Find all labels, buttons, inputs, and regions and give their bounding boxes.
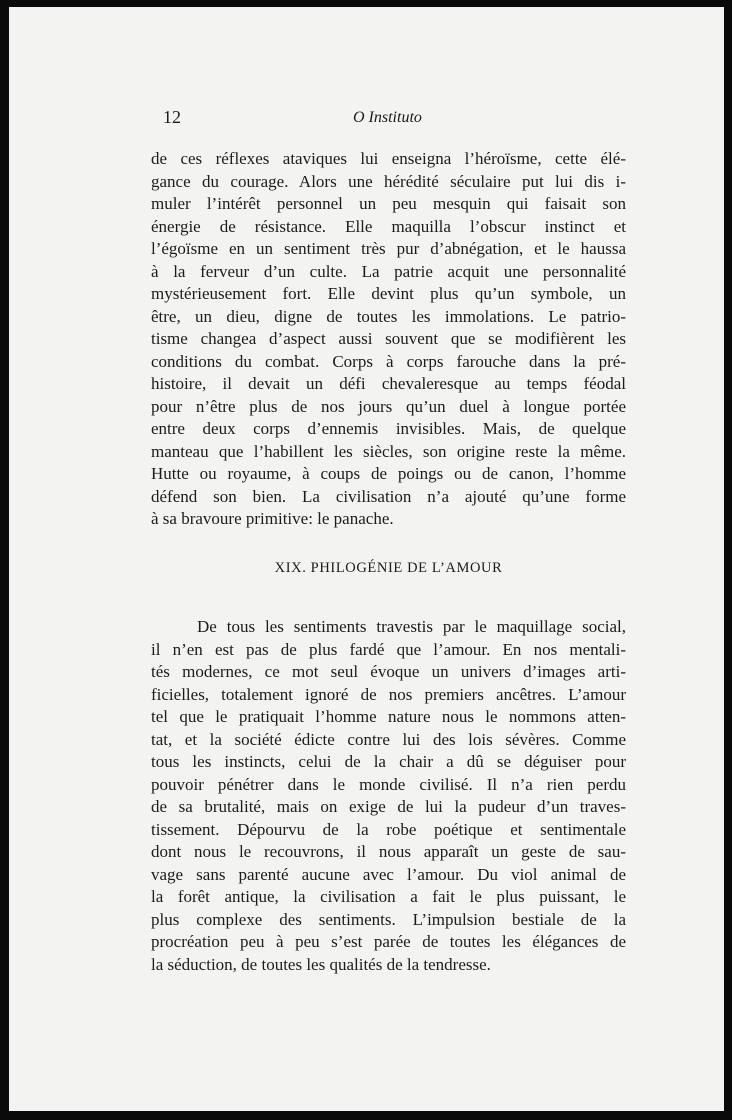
text-line: à sa bravoure primitive: le panache. bbox=[151, 509, 394, 528]
running-title: O Instituto bbox=[353, 109, 422, 126]
text-line: conditions du combat. Corps à corps farouche dans la pré- bbox=[151, 351, 626, 371]
text-line: tel que le pratiquait l’homme nature nous le nommons atten- bbox=[151, 707, 626, 726]
page-number: 12 bbox=[163, 107, 181, 127]
page-header bbox=[163, 107, 633, 131]
text-line: énergie de résistance. Elle maquilla l’obscur instinct et bbox=[151, 216, 626, 236]
text-line: plus complexe des sentiments. L’impulsion bestiale de la bbox=[151, 909, 626, 929]
text-line: muler l’intérêt personnel un peu mesquin qui faisait son bbox=[151, 194, 626, 213]
text-line: de ces réflexes ataviques lui enseigna l’héroïsme, cette élé- bbox=[151, 149, 626, 168]
text-line: entre deux corps d’ennemis invisibles. Mais, de quelque bbox=[151, 419, 626, 438]
paragraph-1 bbox=[151, 148, 626, 531]
text-line: il n’en est pas de plus fardé que l’amour. En nos mentali- bbox=[151, 639, 626, 659]
text-line: dont nous le recouvrons, il nous apparaît un geste de sau- bbox=[151, 842, 626, 861]
text-line: procréation peu à peu s’est parée de toutes les élégances de bbox=[151, 932, 626, 951]
text-line: histoire, il devait un défi chevaleresque au temps féodal bbox=[151, 374, 626, 393]
text-line: la séduction, de toutes les qualités de la tendresse. bbox=[151, 954, 491, 974]
paragraph-2 bbox=[151, 616, 626, 976]
text-line: Hutte ou royaume, à coups de poings ou de canon, l’homme bbox=[151, 464, 626, 483]
text-line: pouvoir pénétrer dans le monde civilisé. Il n’a rien perdu bbox=[151, 774, 626, 794]
text-line: mystérieusement fort. Elle devint plus qu’un symbole, un bbox=[151, 284, 626, 303]
text-line: défend son bien. La civilisation n’a ajouté qu’une forme bbox=[151, 486, 626, 506]
text-line: de sa brutalité, mais on exige de lui la pudeur d’un traves- bbox=[151, 797, 626, 816]
text-line: tous les instincts, celui de la chair a dû se déguiser pour bbox=[151, 752, 626, 771]
text-line: tés modernes, ce mot seul évoque un univers d’images arti- bbox=[151, 662, 626, 681]
text-line: manteau que l’habillent les siècles, son origine reste la même. bbox=[151, 441, 626, 461]
text-line: l’égoïsme en un sentiment très pur d’abnégation, et le haussa bbox=[151, 239, 626, 258]
text-line: tissement. Dépourvu de la robe poétique et sentimentale bbox=[151, 819, 626, 839]
text-line: pour n’être plus de nos jours qu’un duel à longue portée bbox=[151, 396, 626, 416]
text-line: tisme changea d’aspect aussi souvent que se modifièrent les bbox=[151, 329, 626, 348]
text-line: tat, et la société édicte contre lui des lois sévères. Comme bbox=[151, 729, 626, 749]
text-line: la forêt antique, la civilisation a fait le plus puissant, le bbox=[151, 887, 626, 906]
text-line: être, un dieu, digne de toutes les immolations. Le patrio- bbox=[151, 306, 626, 326]
text-line: De tous les sentiments travestis par le maquillage social, bbox=[197, 617, 626, 636]
text-line: vage sans parenté aucune avec l’amour. Du viol animal de bbox=[151, 864, 626, 884]
text-line: à la ferveur d’un culte. La patrie acquit une personnalité bbox=[151, 261, 626, 281]
text-line: ficielles, totalement ignoré de nos premiers ancêtres. L’amour bbox=[151, 684, 626, 704]
section-heading: XIX. PHILOGÉNIE DE L’AMOUR bbox=[274, 560, 503, 576]
text-line: gance du courage. Alors une hérédité séculaire put lui dis i- bbox=[151, 171, 626, 191]
